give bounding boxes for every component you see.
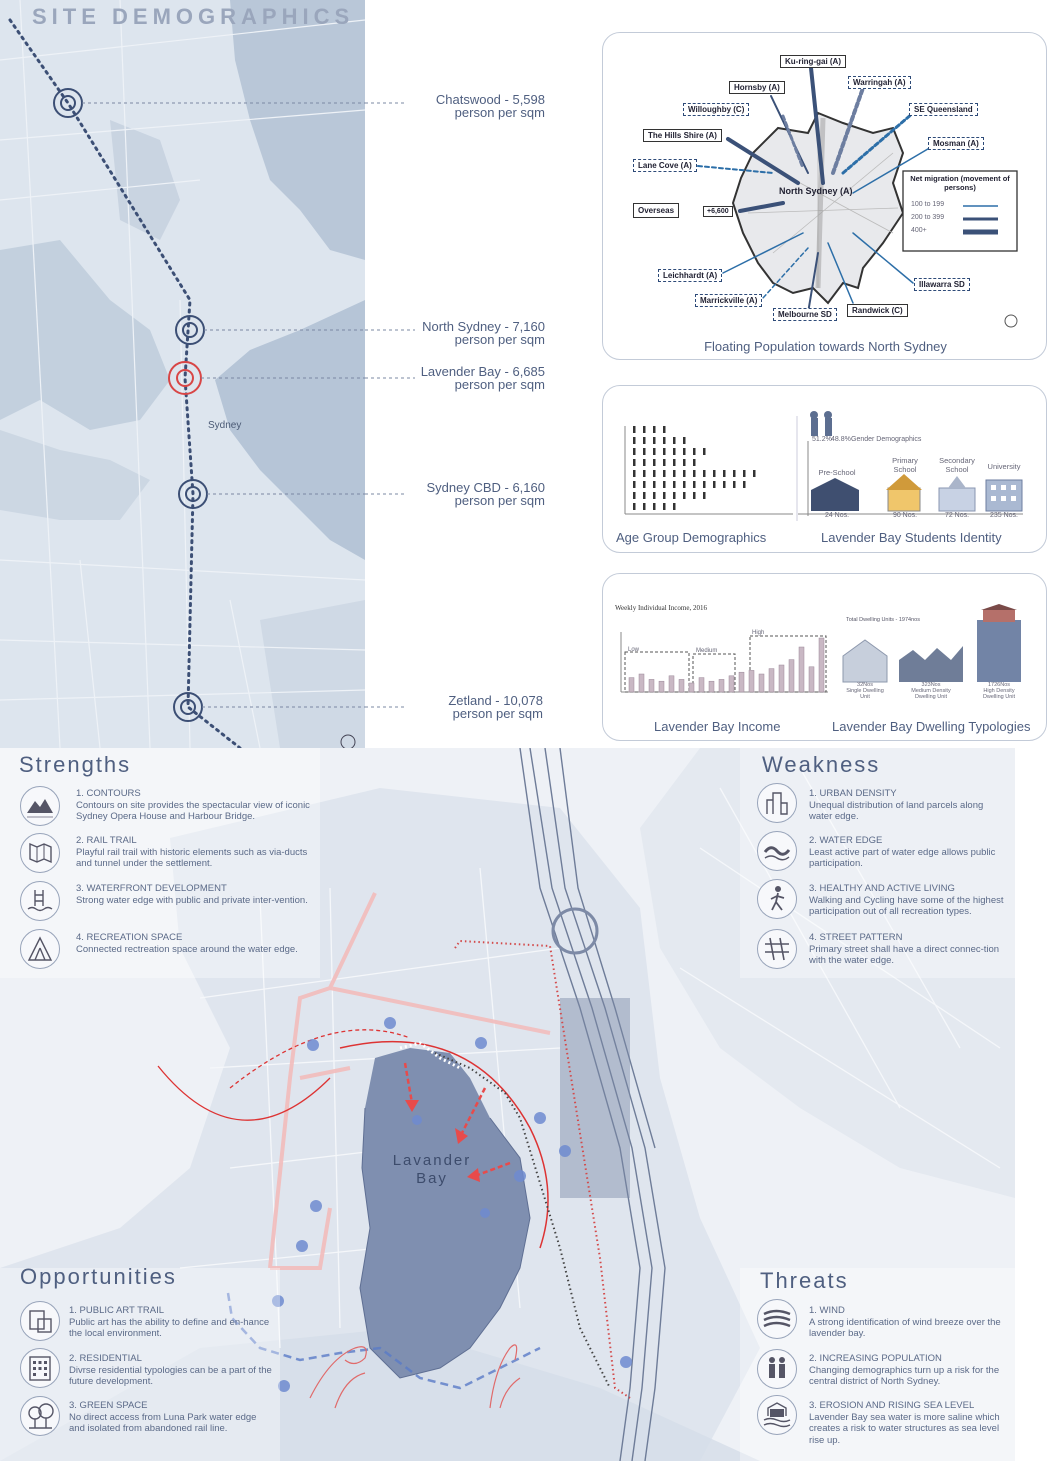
age-figure — [693, 470, 696, 477]
age-figure — [663, 492, 666, 499]
age-figure — [643, 470, 646, 477]
migration-caption: Floating Population towards North Sydney — [704, 339, 947, 354]
age-figure — [723, 470, 726, 477]
overseas-value: +6,600 — [703, 206, 733, 217]
people-icon — [757, 1349, 797, 1389]
age-figure — [693, 448, 696, 455]
age-figure — [633, 470, 636, 477]
dwelling-name: High Density Dwelling Unit — [982, 688, 1016, 700]
mountain-icon — [20, 786, 60, 826]
age-figure — [633, 448, 636, 455]
dwelling-icons — [603, 574, 1048, 742]
place-label: Sydney — [208, 420, 242, 431]
age-figure — [703, 448, 706, 455]
place-label: Hornsby (A) — [729, 81, 785, 94]
place-label: Lane Cove (A) — [633, 159, 697, 172]
age-figure — [643, 459, 646, 466]
age-figure — [663, 448, 666, 455]
age-figure — [653, 492, 656, 499]
age-figure — [663, 437, 666, 444]
age-figure — [633, 426, 636, 433]
strengths-title: Strengths — [19, 752, 132, 777]
pool-icon — [20, 881, 60, 921]
income-chart-title: Weekly Individual Income, 2016 — [615, 604, 707, 612]
age-figure — [653, 437, 656, 444]
school-count: 90 Nos. — [892, 512, 918, 519]
map-title: SITE DEMOGRAPHICS — [32, 4, 355, 29]
strength-item: 3. WATERFRONT DEVELOPMENT Strong water edge with public and private inter-vention. — [76, 883, 308, 906]
age-figure — [653, 448, 656, 455]
age-figure — [653, 503, 656, 510]
age-figure — [633, 437, 636, 444]
wave-icon — [757, 831, 797, 871]
tent-icon — [20, 929, 60, 969]
income-panel — [602, 573, 1047, 741]
age-figure — [653, 470, 656, 477]
threats-title: Threats — [760, 1268, 849, 1293]
age-figure — [653, 426, 656, 433]
age-figure — [683, 437, 686, 444]
age-figure — [753, 470, 756, 477]
school-name: Primary School — [892, 456, 918, 474]
school-name: Secondary School — [939, 456, 975, 474]
age-figure — [693, 459, 696, 466]
map-icon — [20, 833, 60, 873]
age-figure — [703, 481, 706, 488]
legend-title: Net migration (movement of persons) — [910, 174, 1010, 192]
age-figure — [673, 470, 676, 477]
legend-item: 100 to 199 — [911, 201, 945, 208]
age-figure — [643, 426, 646, 433]
opportunity-item: 1. PUBLIC ART TRAIL Public art has the ability to define and en-hance the local environment. — [69, 1305, 270, 1339]
demographics-panel — [602, 385, 1047, 553]
age-figure — [673, 492, 676, 499]
age-figure — [743, 481, 746, 488]
age-figure — [673, 448, 676, 455]
age-figure — [673, 503, 676, 510]
weakness-item: 1. URBAN DENSITY Unequal distribution of land parcels along water edge. — [809, 788, 984, 822]
overseas-label: Overseas — [633, 203, 679, 218]
school-name: University — [987, 462, 1021, 471]
opportunity-item: 2. RESIDENTIAL Divrse residential typologies can be a part of the future development. — [69, 1353, 272, 1387]
legend-item: 200 to 399 — [911, 214, 945, 221]
wind-icon — [757, 1299, 797, 1339]
center-label: North Sydney (A) — [779, 186, 853, 196]
place-label: Marrickville (A) — [695, 294, 762, 307]
strength-item: 1. CONTOURS Contours on site provides the spectacular view of iconic Sydney Opera House and Harbour Bridge. — [76, 788, 310, 822]
station-chatswood: Chatswood - 5,598 person per sqm — [435, 92, 545, 120]
opportunities-title: Opportunities — [20, 1264, 177, 1289]
age-figure — [653, 481, 656, 488]
place-label: Willoughby (C) — [683, 103, 749, 116]
station-zetland: Zetland - 10,078 person per sqm — [448, 693, 543, 721]
age-figure — [693, 492, 696, 499]
dwelling-count: 32Nos — [857, 682, 873, 688]
weakness-item: 2. WATER EDGE Least active part of water edge allows public participation. — [809, 835, 996, 869]
school-count: 24 Nos. — [824, 512, 850, 519]
age-figure — [683, 459, 686, 466]
demographics-map — [0, 0, 365, 748]
age-figure — [643, 503, 646, 510]
place-label: Warringah (A) — [848, 76, 911, 89]
swot-site-map — [0, 748, 1015, 1461]
weakness-title: Weakness — [762, 752, 881, 777]
age-figure — [653, 459, 656, 466]
place-label: SE Queensland — [909, 103, 978, 116]
migration-panel — [602, 32, 1047, 360]
opportunity-item: 3. GREEN SPACE No direct access from Luna Park water edge and isolated from abandoned rail line. — [69, 1400, 257, 1434]
place-label: The Hills Shire (A) — [643, 129, 722, 142]
station-sydney-cbd: Sydney CBD - 6,160 person per sqm — [426, 480, 545, 508]
legend-item: 400+ — [911, 227, 927, 234]
age-figure — [633, 459, 636, 466]
age-figure — [673, 481, 676, 488]
gender-label: Gender Demographics — [851, 436, 922, 443]
place-label: Illawarra SD — [914, 278, 970, 291]
dwelling-name: Single Dwelling Unit — [846, 688, 884, 700]
weakness-item: 4. STREET PATTERN Primary street shall have a direct connec-tion with the water edge. — [809, 932, 1000, 966]
age-figure — [703, 470, 706, 477]
strength-item: 4. RECREATION SPACE Connected rectreation space around the water edge. — [76, 932, 298, 955]
threat-item: 1. WIND A strong identification of wind breeze over the lavender bay. — [809, 1305, 1001, 1339]
age-figure — [713, 481, 716, 488]
age-figure — [733, 470, 736, 477]
age-figure — [683, 492, 686, 499]
students-caption: Lavender Bay Students Identity — [821, 530, 1002, 545]
weakness-item: 3. HEALTHY AND ACTIVE LIVING Walking and Cycling have some of the highest participation out of all recreation types. — [809, 883, 1004, 917]
age-figure — [663, 481, 666, 488]
school-name: Pre-School — [818, 468, 856, 477]
dwelling-caption: Lavender Bay Dwelling Typologies — [832, 719, 1031, 734]
tree-icon — [20, 1396, 60, 1436]
age-figure — [723, 481, 726, 488]
age-figure — [693, 481, 696, 488]
residential-icon — [20, 1348, 60, 1388]
age-figure — [663, 503, 666, 510]
age-figure — [633, 481, 636, 488]
age-figure — [743, 470, 746, 477]
age-figure — [683, 470, 686, 477]
income-group: Medium — [696, 648, 718, 654]
age-figure — [643, 437, 646, 444]
school-count: 235 Nos. — [989, 512, 1019, 519]
age-caption: Age Group Demographics — [616, 530, 767, 545]
place-label: Leichhardt (A) — [658, 269, 722, 282]
age-figure — [663, 470, 666, 477]
age-figure — [633, 492, 636, 499]
threat-item: 3. EROSION AND RISING SEA LEVEL Lavender Bay sea water is more saline which creates a risk to water structures as sea level rise up. — [809, 1400, 1000, 1446]
age-figure — [673, 459, 676, 466]
place-label: Mosman (A) — [928, 137, 984, 150]
dwelling-count: 323Nos — [921, 682, 941, 688]
income-group: Low — [628, 647, 640, 653]
buildings-icon — [757, 783, 797, 823]
place-label: Randwick (C) — [847, 304, 908, 317]
age-figure — [713, 470, 716, 477]
threat-item: 2. INCREASING POPULATION Changing demographics turn up a risk for the central district of North Sydney. — [809, 1353, 1000, 1387]
age-figure — [683, 481, 686, 488]
station-north-sydney: North Sydney - 7,160 person per sqm — [422, 319, 545, 347]
gender-pct-m: 51.2% — [812, 436, 832, 443]
age-figure — [633, 503, 636, 510]
age-figure — [643, 448, 646, 455]
place-label: Melbourne SD — [773, 308, 837, 321]
dwelling-title: Total Dwelling Units - 1974nos — [846, 617, 920, 623]
age-figure — [643, 481, 646, 488]
dwelling-count: 1726Nos — [987, 682, 1011, 688]
age-figure — [663, 426, 666, 433]
gender-pct-f: 48.8% — [831, 436, 851, 443]
income-group: High — [752, 630, 765, 636]
flood-icon — [757, 1395, 797, 1435]
bay-label: Lavander Bay — [392, 1152, 472, 1187]
street-icon — [757, 929, 797, 969]
strength-item: 2. RAIL TRAIL Playful rail trail with historic elements such as via-ducts and tunnel under the settlement. — [76, 835, 308, 869]
income-caption: Lavender Bay Income — [654, 719, 781, 734]
age-figure — [663, 459, 666, 466]
age-figure — [733, 481, 736, 488]
place-label: Ku-ring-gai (A) — [780, 55, 846, 68]
age-figure — [643, 492, 646, 499]
age-figure — [683, 448, 686, 455]
school-count: 72 Nos. — [944, 512, 970, 519]
art-icon — [20, 1301, 60, 1341]
station-lavender-bay: Lavender Bay - 6,685 person per sqm — [420, 364, 545, 392]
age-figure — [673, 437, 676, 444]
walker-icon — [757, 879, 797, 919]
dwelling-name: Medium Density Dwelling Unit — [911, 688, 951, 700]
age-figure — [703, 492, 706, 499]
map-svg — [0, 0, 365, 748]
